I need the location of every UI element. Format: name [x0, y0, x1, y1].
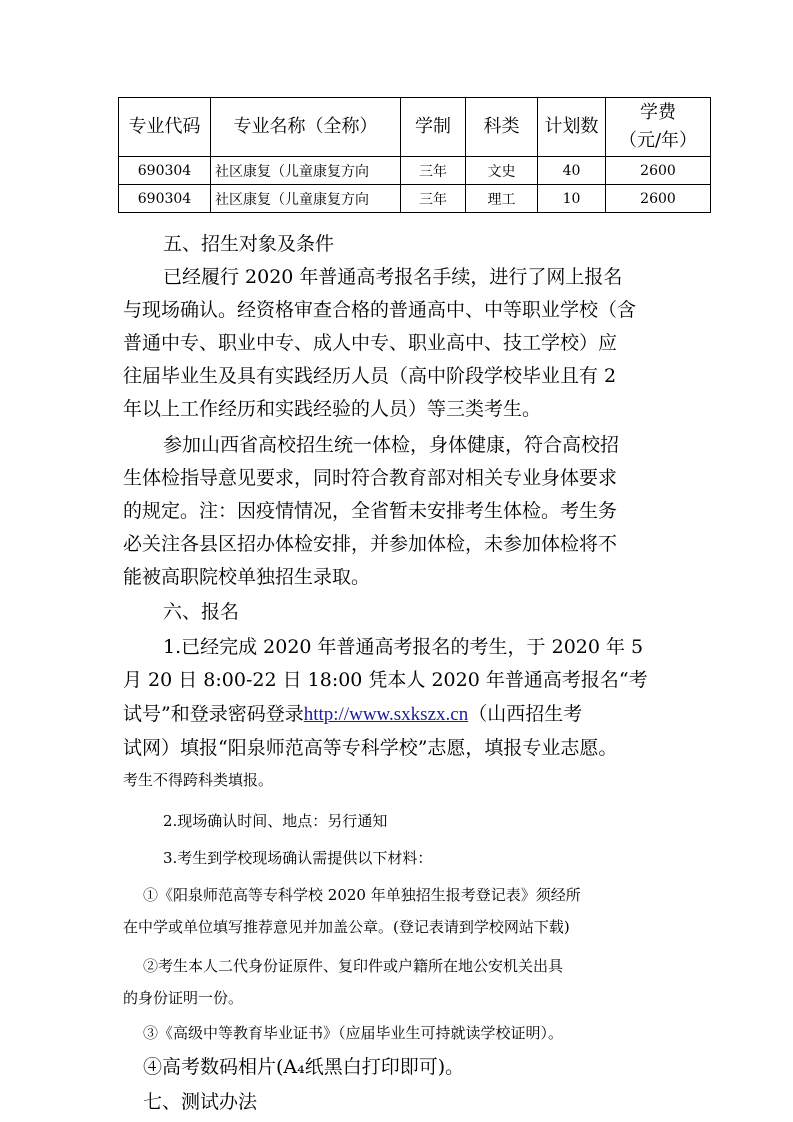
section6-item3: 3.考生到学校现场确认需提供以下材料： [163, 849, 433, 867]
section5-p2-line: 必关注各县区招办体检安排，并参加体检，未参加体检将不 [123, 533, 618, 555]
section6-item1-line: 1.已经完成 2020 年普通高考报名的考生，于 2020 年 5 [163, 636, 644, 658]
header-duration: 学制 [401, 98, 466, 157]
table-row [119, 157, 711, 185]
section6-item1-text: （山西招生考 [468, 703, 583, 725]
cell-category: 理工 [466, 185, 538, 213]
cell-name: 社区康复（儿童康复方向 [211, 157, 401, 185]
section6-item1-line: 试网）填报“阳泉师范高等专科学校”志愿，填报专业志愿。 [123, 737, 618, 759]
material-4: ④高考数码相片(A₄纸黑白打印即可)。 [143, 1056, 465, 1078]
section6-item1-text: 试号”和登录密码登录 [123, 703, 304, 725]
header-code: 专业代码 [119, 98, 211, 157]
cell-quota: 10 [538, 185, 606, 213]
cell-category: 文史 [466, 157, 538, 185]
section5-p2-line: 能被高职院校单独招生录取。 [123, 566, 371, 588]
section6-item1-line: 考生不得跨科类填报。 [123, 771, 274, 789]
header-fee-line1: 学费 [640, 102, 676, 123]
section5-heading: 五、招生对象及条件 [163, 233, 335, 255]
header-name: 专业名称（全称） [211, 98, 401, 157]
section5-p1-line: 与现场确认。经资格审查合格的普通高中、中等职业学校（含 [123, 299, 637, 321]
material-2-line: 的身份证明一份。 [123, 989, 244, 1007]
section6-item1-line [123, 699, 582, 726]
table-row [119, 185, 711, 213]
section5-p2-line: 生体检指导意见要求，同时符合教育部对相关专业身体要求 [123, 467, 618, 489]
section6-item1-line: 月 20 日 8:00-22 日 18:00 凭本人 2020 年普通高考报名“考 [123, 669, 648, 691]
cell-fee: 2600 [606, 157, 711, 185]
cell-duration: 三年 [401, 157, 466, 185]
material-2-line: ②考生本人二代身份证原件、复印件或户籍所在地公安机关出具 [143, 957, 564, 975]
material-1-line: 在中学或单位填写推荐意见并加盖公章。(登记表请到学校网站下载) [123, 918, 570, 936]
header-fee-line2: （元/年） [618, 130, 698, 151]
cell-duration: 三年 [401, 185, 466, 213]
table-header-row [119, 98, 711, 157]
enrollment-plan-table [118, 97, 711, 213]
section7-heading: 七、测试办法 [143, 1091, 258, 1113]
material-1-line: ①《阳泉师范高等专科学校 2020 年单独招生报考登记表》须经所 [143, 886, 581, 904]
section5-p1-line: 往届毕业生及具有实践经历人员（高中阶段学校毕业且有 2 [123, 365, 617, 387]
material-3: ③《高级中等教育毕业证书》（应届毕业生可持就读学校证明）。 [143, 1024, 564, 1042]
section5-p2-line: 参加山西省高校招生统一体检，身体健康，符合高校招 [163, 434, 620, 456]
exam-website-link[interactable]: http://www.sxkszx.cn [303, 704, 469, 725]
section5-p1-line: 已经履行 2020 年普通高考报名手续，进行了网上报名 [163, 266, 623, 288]
section5-p2-line: 的规定。注：因疫情情况，全省暂未安排考生体检。考生务 [123, 500, 618, 522]
section6-heading: 六、报名 [163, 601, 240, 623]
cell-code: 690304 [119, 185, 211, 213]
cell-name: 社区康复（儿童康复方向 [211, 185, 401, 213]
section5-p1-line: 普通中专、职业中专、成人中专、职业高中、技工学校）应 [123, 332, 618, 354]
header-fee [606, 98, 711, 157]
section6-item2: 2.现场确认时间、地点：另行通知 [163, 812, 388, 830]
cell-quota: 40 [538, 157, 606, 185]
cell-fee: 2600 [606, 185, 711, 213]
header-category: 科类 [466, 98, 538, 157]
header-quota: 计划数 [538, 98, 606, 157]
cell-code: 690304 [119, 157, 211, 185]
section5-p1-line: 年以上工作经历和实践经验的人员）等三类考生。 [123, 398, 542, 420]
